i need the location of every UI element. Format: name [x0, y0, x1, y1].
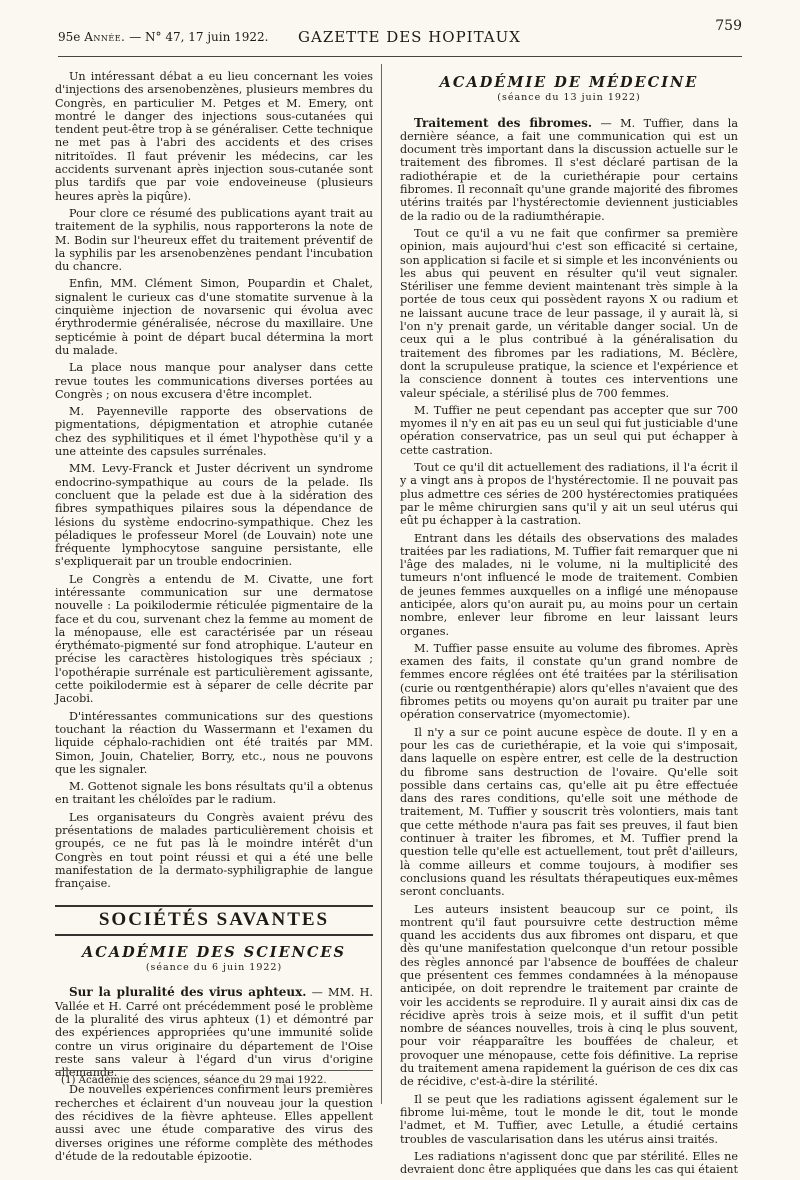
- paragraph: Il se peut que les radiations agissent également sur le fibrome lui-même, tout le monde le dit, tout le monde l'admet, et M. Tuffier, avec Letulle, a étudié certains troubles de vascularisation dans les utérus ainsi traités.: [400, 1092, 738, 1146]
- footnote: [55, 1070, 373, 1086]
- paragraph: M. Gottenot signale les bons résultats qu'il a obtenus en traitant les chéloïdes par le radium.: [55, 780, 373, 807]
- article-paragraph: [55, 986, 373, 1079]
- issue-number-date: — N° 47, 17 juin 1922.: [129, 30, 269, 44]
- journal-title: GAZETTE DES HOPITAUX: [298, 28, 521, 46]
- paragraph: D'intéressantes communications sur des questions touchant la réaction du Wassermann et l'examen du liquide céphalo-rachidien ont été traités par MM. Simon, Jouin, Chatelier, Borry, etc., nous ne pouvons que les signaler.: [55, 709, 373, 776]
- seance-date: (séance du 6 juin 1922): [145, 962, 283, 974]
- article-body: — MM. H. Vallée et H. Carré ont précédemment posé le problème de la pluralité des virus aphteux (1) et démontré par des expériences appropriées qu'une immunité solide contre un virus originaire du département de l'Oise reste sans valeur à l'égard d'un virus d'origine allemande.: [55, 986, 373, 1080]
- footnote-text: (1) Académie des sciences, séance du 29 mai 1922.: [61, 1075, 327, 1086]
- paragraph: Le Congrès a entendu de M. Civatte, une fort intéressante communication sur une dermatose nouvelle : La poikilodermie réticulée pigmentaire de la face et du cou, survenant chez la femme au moment de la ménopause, elle est caractérisée par un réseau érythémato-pigmenté sur fond atrophique. L'auteur en précise les caractères histologiques très spéciaux ; l'opothérapie surrénale est particulièrement agissante, cette poikilodermie est à séparer de celle décrite par Jacobi.: [55, 572, 373, 706]
- column-divider: [381, 64, 382, 1104]
- societes-savantes-banner: [55, 905, 373, 936]
- paragraph: Un intéressant débat a eu lieu concernant les voies d'injections des arsenobenzènes, plusieurs membres du Congrès, en particulier M. Petges et M. Emery, ont montré le danger des injections sous-cutanées qui tendent peut-être trop à se généraliser. Cette technique ne met pas à l'abri des accidents et des crises nitritoïdes. Il faut prévenir les médecins, car les accidents survenant après injection sous-cutanée sont plus tardifs que par voie endoveineuse (plusieurs heures après la piqûre).: [55, 70, 373, 203]
- paragraph: Enfin, MM. Clément Simon, Poupardin et Chalet, signalent le curieux cas d'une stomatite survenue à la cinquième injection de novarsenic qui évolua avec érythrodermie généralisée, nécrose du maxillaire. Une septicémie à point de départ bucal détermina la mort du malade.: [55, 277, 373, 357]
- seance-date: (séance du 13 juin 1922): [497, 92, 641, 104]
- issue-annee: Année.: [84, 30, 126, 44]
- running-head: [58, 18, 742, 62]
- section-title-sciences: ACADÉMIE DES SCIENCES: [82, 943, 346, 961]
- paragraph: La place nous manque pour analyser dans cette revue toutes les communications diverses portées au Congrès ; on nous excusera d'être incomplet.: [55, 361, 373, 401]
- banner-title: SOCIÉTÉS SAVANTES: [98, 908, 330, 930]
- paragraph: Tout ce qu'il a vu ne fait que confirmer sa première opinion, mais aujourd'hui c'est son efficacité si certaine, son application si facile et si simple et les inconvénients ou les abus qui peuvent en résulter qu'il veut signaler. Stériliser une femme devient maintenant très simple à la portée de tous ceux qui possèdent rayons X ou radium et ne laissant aucune trace de leur passage, il y aurait là, si l'on n'y prenait garde, un véritable danger social. Un de ceux qui a le plus contribué à la généralisation du traitement des fibromes par les radiations, M. Béclère, dont la scrupuleuse pratique, la science et l'expérience et la conscience donnent à toutes ces interventions une valeur spéciale, a stérilisé plus de 700 femmes.: [400, 226, 738, 400]
- article-title: Sur la pluralité des virus aphteux.: [69, 985, 307, 1000]
- issue-info: [58, 30, 269, 44]
- paragraph: Les organisateurs du Congrès avaient prévu des présentations de malades particulièrement choisis et groupés, ce ne fut pas là le moindre intérêt d'un Congrès en tout point réussi et qui a été une belle manifestation de la dermato-syphiligraphie de langue française.: [55, 810, 373, 891]
- issue-year: 95e: [58, 30, 81, 44]
- section-title-medecine: ACADÉMIE DE MÉDECINE: [439, 74, 699, 91]
- right-column: [400, 70, 738, 1180]
- article-title: Traitement des fibromes.: [414, 115, 593, 130]
- paragraph: MM. Levy-Franck et Juster décrivent un syndrome endocrino-sympathique au cours de la pelade. Ils concluent que la pelade est due à la sidération des fibres sympathiques pilaires sous la dépendance de lésions du système endocrino-sympathique. Chez les péladiques le professeur Morel (de Louvain) note une fréquente lymphocytose sanguine persistante, elle s'expliquerait par un trouble endocrinien.: [55, 462, 373, 569]
- paragraph: M. Tuffier ne peut cependant pas accepter que sur 700 myomes il n'y en ait pas eu un seul qui fut justiciable d'une opération conservatrice, pas un seul qui put échapper à cette castration.: [400, 403, 738, 457]
- left-column: [55, 70, 373, 1167]
- paragraph: Il n'y a sur ce point aucune espèce de doute. Il y en a pour les cas de curiethérapie, et la voie qui s'imposait, dans laquelle on espère entrer, est celle de la destruction du fibrome sans destruction de l'ovaire. Qu'elle soit possible dans certains cas, qu'elle ait pu être effectuée dans des rares conditions, qu'elle soit une méthode de traitement, M. Tuffier y souscrit très volontiers, mais tant que cette méthode n'aura pas fait ses preuves, il faut bien continuer à traiter les fibromes, et M. Tuffier prend la question telle qu'elle est actuellement, tout prêt d'ailleurs, là comme ailleurs et comme toujours, à modifier ses conclusions quand les résultats thérapeutiques eux-mêmes seront concluants.: [400, 725, 738, 899]
- paragraph: Tout ce qu'il dit actuellement des radiations, il l'a écrit il y a vingt ans à propos de l'hystérectomie. Il ne pouvait pas plus admettre ces séries de 200 hystérectomies pratiquées par le même chirurgien sans qu'il y ait un seul utérus qui eût pu échapper à la castration.: [400, 461, 738, 528]
- paragraph: Les auteurs insistent beaucoup sur ce point, ils montrent qu'il faut poursuivre cette destruction même quand les accidents dus aux fibromes ont disparu, et que dès qu'une manifestation quelconque d'un retour possible des règles annoncé par l'absence de bouffées de chaleur que présentent ces femmes condamnées à la ménopause anticipée, on doit reprendre le traitement par crainte de voir les accidents se reproduire. Il y aurait ainsi dix cas de récidive après trois à seize mois, et il suffit d'un petit nombre de séances nouvelles, trois à cinq le plus souvent, pour voir réapparaître les bouffées de chaleur, et provoquer une ménopause, cette fois définitive. La reprise du traitement amena rapidement la guérison de ces dix cas de récidive, c'est-à-dire la stérilité.: [400, 902, 738, 1089]
- article-body: — M. Tuffier, dans la dernière séance, a fait une communication qui est un document très important dans la discussion actuelle sur le traitement des fibromes. Il s'est déclaré partisan de la radiothérapie et de la curiethérapie pour certains fibromes. Il reconnaît qu'une grande majorité des fibromes utérins traités par l'hystérectomie deviennent justiciables de la radio ou de la radiumthérapie.: [400, 116, 738, 223]
- paragraph: De nouvelles expériences confirment leurs premières recherches et éclairent d'un nouveau jour la question des récidives de la fièvre aphteuse. Elles appellent aussi avec une étude comparative des virus des diverses origines une réforme complète des méthodes d'étude de la redoutable épizootie.: [55, 1083, 373, 1163]
- paragraph: M. Payenneville rapporte des observations de pigmentations, dépigmentation et atrophie cutanée chez des syphilitiques et il émet l'hypothèse qu'il y a une atteinte des capsules surrénales.: [55, 405, 373, 459]
- page-number: 759: [715, 18, 742, 34]
- article-paragraph: [400, 117, 738, 223]
- header-rule: [58, 56, 742, 57]
- paragraph: Les radiations n'agissent donc que par stérilité. Elles ne devraient donc être appliquées que dans les cas qui étaient: [400, 1149, 738, 1177]
- paragraph: Entrant dans les détails des observations des malades traitées par les radiations, M. Tuffier fait remarquer que ni l'âge des malades, ni le volume, ni la multiplicité des tumeurs n'ont influencé le mode de traitement. Combien de jeunes femmes auxquelles on a infligé une ménopause anticipée, alors qu'on aurait pu, au moins pour un certain nombre, enlever leur fibrome en leur laissant leurs organes.: [400, 531, 738, 638]
- paragraph: M. Tuffier passe ensuite au volume des fibromes. Après examen des faits, il constate qu'un grand nombre de femmes encore réglées ont été traitées par la stérilisation (curie ou rœntgenthérapie) alors qu'elles n'avaient que des fibromes petits ou moyens qu'on aurait pu traiter par une opération conservatrice (myomectomie).: [400, 641, 738, 722]
- paragraph: Pour clore ce résumé des publications ayant trait au traitement de la syphilis, nous rapporterons la note de M. Bodin sur l'heureux effet du traitement préventif de la syphilis par les arsenobenzènes pendant l'incubation du chancre.: [55, 206, 373, 274]
